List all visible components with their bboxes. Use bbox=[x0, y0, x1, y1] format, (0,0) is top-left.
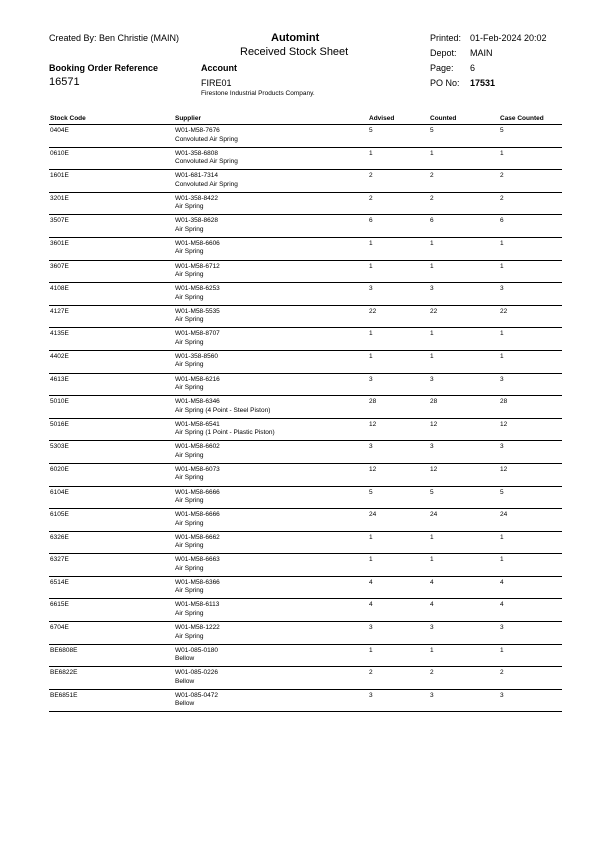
table-row bbox=[49, 554, 562, 577]
stock-code: 3507E bbox=[50, 217, 69, 225]
supplier-code: W01-M58-6216 bbox=[175, 375, 220, 383]
supplier-cell bbox=[175, 579, 220, 596]
item-description: Air Spring (1 Point - Plastic Piston) bbox=[175, 429, 275, 437]
table-row bbox=[49, 215, 562, 238]
supplier-code: W01-M58-6606 bbox=[175, 239, 220, 247]
item-description: Bellow bbox=[175, 655, 195, 663]
item-description: Convoluted Air Spring bbox=[175, 158, 238, 166]
case-counted-qty: 28 bbox=[500, 398, 508, 406]
table-row bbox=[49, 667, 562, 690]
table-row bbox=[49, 532, 562, 555]
counted-qty: 22 bbox=[430, 307, 438, 315]
stock-table bbox=[49, 114, 562, 712]
table-header bbox=[49, 114, 562, 125]
col-counted: Counted bbox=[430, 115, 457, 122]
supplier-cell bbox=[175, 353, 218, 370]
advised-qty: 3 bbox=[369, 285, 373, 293]
advised-qty: 2 bbox=[369, 194, 373, 202]
item-description: Convoluted Air Spring bbox=[175, 180, 238, 188]
created-by: Created By: Ben Christie (MAIN) bbox=[49, 33, 180, 43]
supplier-code: W01-M58-6113 bbox=[175, 601, 220, 609]
item-description: Air Spring bbox=[175, 587, 204, 595]
supplier-cell bbox=[175, 443, 220, 460]
case-counted-qty: 1 bbox=[500, 149, 504, 157]
counted-qty: 4 bbox=[430, 601, 434, 609]
table-row bbox=[49, 148, 562, 171]
advised-qty: 1 bbox=[369, 239, 373, 247]
table-row bbox=[49, 374, 562, 397]
case-counted-qty: 4 bbox=[500, 601, 504, 609]
col-advised: Advised bbox=[369, 115, 395, 122]
case-counted-qty: 4 bbox=[500, 578, 504, 586]
supplier-code: W01-M58-6541 bbox=[175, 420, 220, 428]
counted-qty: 24 bbox=[430, 511, 438, 519]
supplier-cell bbox=[175, 692, 218, 709]
supplier-code: W01-681-7314 bbox=[175, 172, 218, 180]
stock-code: 6327E bbox=[50, 556, 69, 564]
case-counted-qty: 3 bbox=[500, 375, 504, 383]
supplier-cell bbox=[175, 601, 219, 618]
table-row bbox=[49, 487, 562, 510]
supplier-code: W01-085-0180 bbox=[175, 646, 218, 654]
supplier-cell bbox=[175, 376, 220, 393]
page-number: 6 bbox=[470, 63, 476, 73]
case-counted-qty: 12 bbox=[500, 465, 508, 473]
counted-qty: 5 bbox=[430, 127, 434, 134]
advised-qty: 5 bbox=[369, 127, 373, 134]
item-description: Air Spring bbox=[175, 293, 204, 301]
stock-code: 0610E bbox=[50, 149, 69, 157]
stock-code: 5016E bbox=[50, 420, 69, 428]
counted-qty: 1 bbox=[430, 556, 434, 564]
table-row bbox=[49, 577, 562, 600]
item-description: Bellow bbox=[175, 677, 195, 685]
advised-qty: 2 bbox=[369, 172, 373, 180]
case-counted-qty: 1 bbox=[500, 646, 504, 654]
table-row bbox=[49, 306, 562, 329]
counted-qty: 6 bbox=[430, 217, 434, 225]
counted-qty: 12 bbox=[430, 420, 438, 428]
supplier-cell bbox=[175, 195, 218, 212]
supplier-code: W01-358-8422 bbox=[175, 194, 218, 202]
case-counted-qty: 1 bbox=[500, 352, 504, 360]
supplier-cell bbox=[175, 150, 238, 167]
stock-code: 3201E bbox=[50, 194, 69, 202]
counted-qty: 1 bbox=[430, 646, 434, 654]
supplier-code: W01-085-0472 bbox=[175, 691, 218, 699]
advised-qty: 1 bbox=[369, 262, 373, 270]
sheet-title: Received Stock Sheet bbox=[240, 46, 349, 58]
table-body bbox=[49, 125, 562, 712]
supplier-cell bbox=[175, 556, 220, 573]
advised-qty: 6 bbox=[369, 217, 373, 225]
supplier-code: W01-M58-1222 bbox=[175, 624, 220, 632]
table-row bbox=[49, 396, 562, 419]
supplier-code: W01-M58-6666 bbox=[175, 488, 220, 496]
col-case-counted: Case Counted bbox=[500, 115, 544, 122]
supplier-cell bbox=[175, 398, 270, 415]
supplier-code: W01-358-6808 bbox=[175, 149, 218, 157]
stock-code: 0404E bbox=[50, 127, 69, 134]
supplier-cell bbox=[175, 624, 220, 641]
advised-qty: 3 bbox=[369, 691, 373, 699]
stock-code: BE6808E bbox=[50, 646, 78, 654]
case-counted-qty: 1 bbox=[500, 262, 504, 270]
table-row bbox=[49, 690, 562, 713]
stock-code: BE6851E bbox=[50, 691, 78, 699]
supplier-cell bbox=[175, 127, 238, 144]
case-counted-qty: 2 bbox=[500, 194, 504, 202]
advised-qty: 5 bbox=[369, 488, 373, 496]
item-description: Air Spring bbox=[175, 451, 204, 459]
stock-code: 4108E bbox=[50, 285, 69, 293]
case-counted-qty: 22 bbox=[500, 307, 508, 315]
counted-qty: 1 bbox=[430, 239, 434, 247]
table-row bbox=[49, 193, 562, 216]
stock-code: 6704E bbox=[50, 624, 69, 632]
case-counted-qty: 1 bbox=[500, 330, 504, 338]
advised-qty: 24 bbox=[369, 511, 377, 519]
stock-code: 4135E bbox=[50, 330, 69, 338]
stock-code: 3607E bbox=[50, 262, 69, 270]
supplier-cell bbox=[175, 172, 238, 189]
supplier-code: W01-M58-6666 bbox=[175, 511, 220, 519]
table-row bbox=[49, 441, 562, 464]
advised-qty: 3 bbox=[369, 624, 373, 632]
supplier-code: W01-358-8560 bbox=[175, 352, 218, 360]
counted-qty: 3 bbox=[430, 691, 434, 699]
advised-qty: 28 bbox=[369, 398, 377, 406]
stock-code: 4613E bbox=[50, 375, 69, 383]
stock-code: 6020E bbox=[50, 465, 69, 473]
case-counted-qty: 1 bbox=[500, 533, 504, 541]
advised-qty: 4 bbox=[369, 601, 373, 609]
table-row bbox=[49, 599, 562, 622]
supplier-cell bbox=[175, 511, 220, 528]
counted-qty: 3 bbox=[430, 624, 434, 632]
table-row bbox=[49, 622, 562, 645]
stock-code: 5303E bbox=[50, 443, 69, 451]
item-description: Air Spring bbox=[175, 225, 204, 233]
supplier-cell bbox=[175, 308, 220, 325]
supplier-code: W01-M58-6602 bbox=[175, 443, 220, 451]
item-description: Air Spring bbox=[175, 542, 204, 550]
supplier-code: W01-M58-6662 bbox=[175, 533, 220, 541]
booking-ref-label: Booking Order Reference bbox=[49, 63, 159, 73]
item-description: Air Spring bbox=[175, 519, 204, 527]
item-description: Air Spring bbox=[175, 564, 204, 572]
supplier-cell bbox=[175, 285, 220, 302]
case-counted-qty: 2 bbox=[500, 172, 504, 180]
item-description: Air Spring (4 Point - Steel Piston) bbox=[175, 406, 271, 414]
counted-qty: 5 bbox=[430, 488, 434, 496]
stock-code: 6615E bbox=[50, 601, 69, 609]
case-counted-qty: 12 bbox=[500, 420, 508, 428]
item-description: Air Spring bbox=[175, 338, 204, 346]
advised-qty: 12 bbox=[369, 465, 377, 473]
depot-label: Depot: bbox=[430, 48, 457, 58]
stock-code: 6326E bbox=[50, 533, 69, 541]
advised-qty: 3 bbox=[369, 375, 373, 383]
advised-qty: 1 bbox=[369, 149, 373, 157]
table-row bbox=[49, 645, 562, 668]
table-row bbox=[49, 419, 562, 442]
case-counted-qty: 6 bbox=[500, 217, 504, 225]
counted-qty: 3 bbox=[430, 443, 434, 451]
advised-qty: 1 bbox=[369, 352, 373, 360]
account-name: Firestone Industrial Products Company. bbox=[201, 90, 315, 97]
item-description: Air Spring bbox=[175, 203, 204, 211]
counted-qty: 1 bbox=[430, 330, 434, 338]
stock-code: 6104E bbox=[50, 488, 69, 496]
account-code: FIRE01 bbox=[201, 78, 232, 88]
counted-qty: 2 bbox=[430, 194, 434, 202]
supplier-cell bbox=[175, 263, 220, 280]
supplier-cell bbox=[175, 669, 218, 686]
supplier-cell bbox=[175, 330, 220, 347]
printed-label: Printed: bbox=[430, 33, 462, 43]
case-counted-qty: 3 bbox=[500, 443, 504, 451]
case-counted-qty: 3 bbox=[500, 691, 504, 699]
advised-qty: 3 bbox=[369, 443, 373, 451]
item-description: Bellow bbox=[175, 700, 195, 708]
case-counted-qty: 5 bbox=[500, 127, 504, 134]
counted-qty: 28 bbox=[430, 398, 438, 406]
advised-qty: 2 bbox=[369, 669, 373, 677]
table-row bbox=[49, 464, 562, 487]
supplier-code: W01-M58-6663 bbox=[175, 556, 220, 564]
counted-qty: 2 bbox=[430, 172, 434, 180]
table-row bbox=[49, 351, 562, 374]
supplier-cell bbox=[175, 534, 220, 551]
case-counted-qty: 24 bbox=[500, 511, 508, 519]
item-description: Air Spring bbox=[175, 609, 204, 617]
counted-qty: 3 bbox=[430, 285, 434, 293]
supplier-cell bbox=[175, 489, 220, 506]
counted-qty: 1 bbox=[430, 149, 434, 157]
counted-qty: 1 bbox=[430, 533, 434, 541]
counted-qty: 4 bbox=[430, 578, 434, 586]
item-description: Air Spring bbox=[175, 316, 204, 324]
supplier-code: W01-085-0226 bbox=[175, 669, 218, 677]
item-description: Convoluted Air Spring bbox=[175, 135, 238, 143]
company-name: Automint bbox=[271, 32, 320, 44]
counted-qty: 3 bbox=[430, 375, 434, 383]
item-description: Air Spring bbox=[175, 248, 204, 256]
counted-qty: 2 bbox=[430, 669, 434, 677]
stock-code: 4402E bbox=[50, 352, 69, 360]
supplier-cell bbox=[175, 240, 220, 257]
case-counted-qty: 2 bbox=[500, 669, 504, 677]
case-counted-qty: 1 bbox=[500, 239, 504, 247]
table-row bbox=[49, 238, 562, 261]
supplier-cell bbox=[175, 647, 218, 664]
supplier-code: W01-358-8628 bbox=[175, 217, 218, 225]
item-description: Air Spring bbox=[175, 271, 204, 279]
po-label: PO No: bbox=[430, 78, 460, 88]
item-description: Air Spring bbox=[175, 632, 204, 640]
page-label: Page: bbox=[430, 63, 454, 73]
col-stock-code: Stock Code bbox=[50, 115, 86, 122]
table-row bbox=[49, 125, 562, 148]
printed-value: 01-Feb-2024 20:02 bbox=[470, 33, 547, 43]
table-row bbox=[49, 509, 562, 532]
stock-code: 4127E bbox=[50, 307, 69, 315]
advised-qty: 4 bbox=[369, 578, 373, 586]
supplier-code: W01-M58-6253 bbox=[175, 285, 220, 293]
counted-qty: 1 bbox=[430, 262, 434, 270]
advised-qty: 1 bbox=[369, 533, 373, 541]
stock-code: BE6822E bbox=[50, 669, 78, 677]
depot-value: MAIN bbox=[470, 48, 493, 58]
table-row bbox=[49, 261, 562, 284]
supplier-code: W01-M58-8707 bbox=[175, 330, 220, 338]
stock-code: 6514E bbox=[50, 578, 69, 586]
item-description: Air Spring bbox=[175, 361, 204, 369]
col-supplier: Supplier bbox=[175, 115, 202, 122]
advised-qty: 22 bbox=[369, 307, 377, 315]
supplier-cell bbox=[175, 466, 220, 483]
item-description: Air Spring bbox=[175, 497, 204, 504]
supplier-cell bbox=[175, 421, 275, 438]
supplier-code: W01-M58-7676 bbox=[175, 127, 220, 134]
stock-code: 3601E bbox=[50, 239, 69, 247]
counted-qty: 12 bbox=[430, 465, 438, 473]
po-number: 17531 bbox=[470, 78, 496, 88]
stock-code: 6105E bbox=[50, 511, 69, 519]
supplier-code: W01-M58-6712 bbox=[175, 262, 220, 270]
table-row bbox=[49, 283, 562, 306]
advised-qty: 1 bbox=[369, 556, 373, 564]
supplier-cell bbox=[175, 217, 218, 234]
advised-qty: 1 bbox=[369, 330, 373, 338]
table-row bbox=[49, 328, 562, 351]
counted-qty: 1 bbox=[430, 352, 434, 360]
case-counted-qty: 1 bbox=[500, 556, 504, 564]
advised-qty: 12 bbox=[369, 420, 377, 428]
supplier-code: W01-M58-6366 bbox=[175, 578, 220, 586]
case-counted-qty: 3 bbox=[500, 285, 504, 293]
item-description: Air Spring bbox=[175, 474, 204, 482]
supplier-code: W01-M58-5535 bbox=[175, 307, 220, 315]
supplier-code: W01-M58-6073 bbox=[175, 465, 220, 473]
booking-ref-value: 16571 bbox=[49, 76, 80, 88]
table-row bbox=[49, 170, 562, 193]
advised-qty: 1 bbox=[369, 646, 373, 654]
stock-code: 1601E bbox=[50, 172, 69, 180]
stock-code: 5010E bbox=[50, 398, 69, 406]
case-counted-qty: 5 bbox=[500, 488, 504, 496]
supplier-code: W01-M58-6346 bbox=[175, 398, 220, 406]
account-label: Account bbox=[201, 63, 237, 73]
case-counted-qty: 3 bbox=[500, 624, 504, 632]
item-description: Air Spring bbox=[175, 384, 204, 392]
